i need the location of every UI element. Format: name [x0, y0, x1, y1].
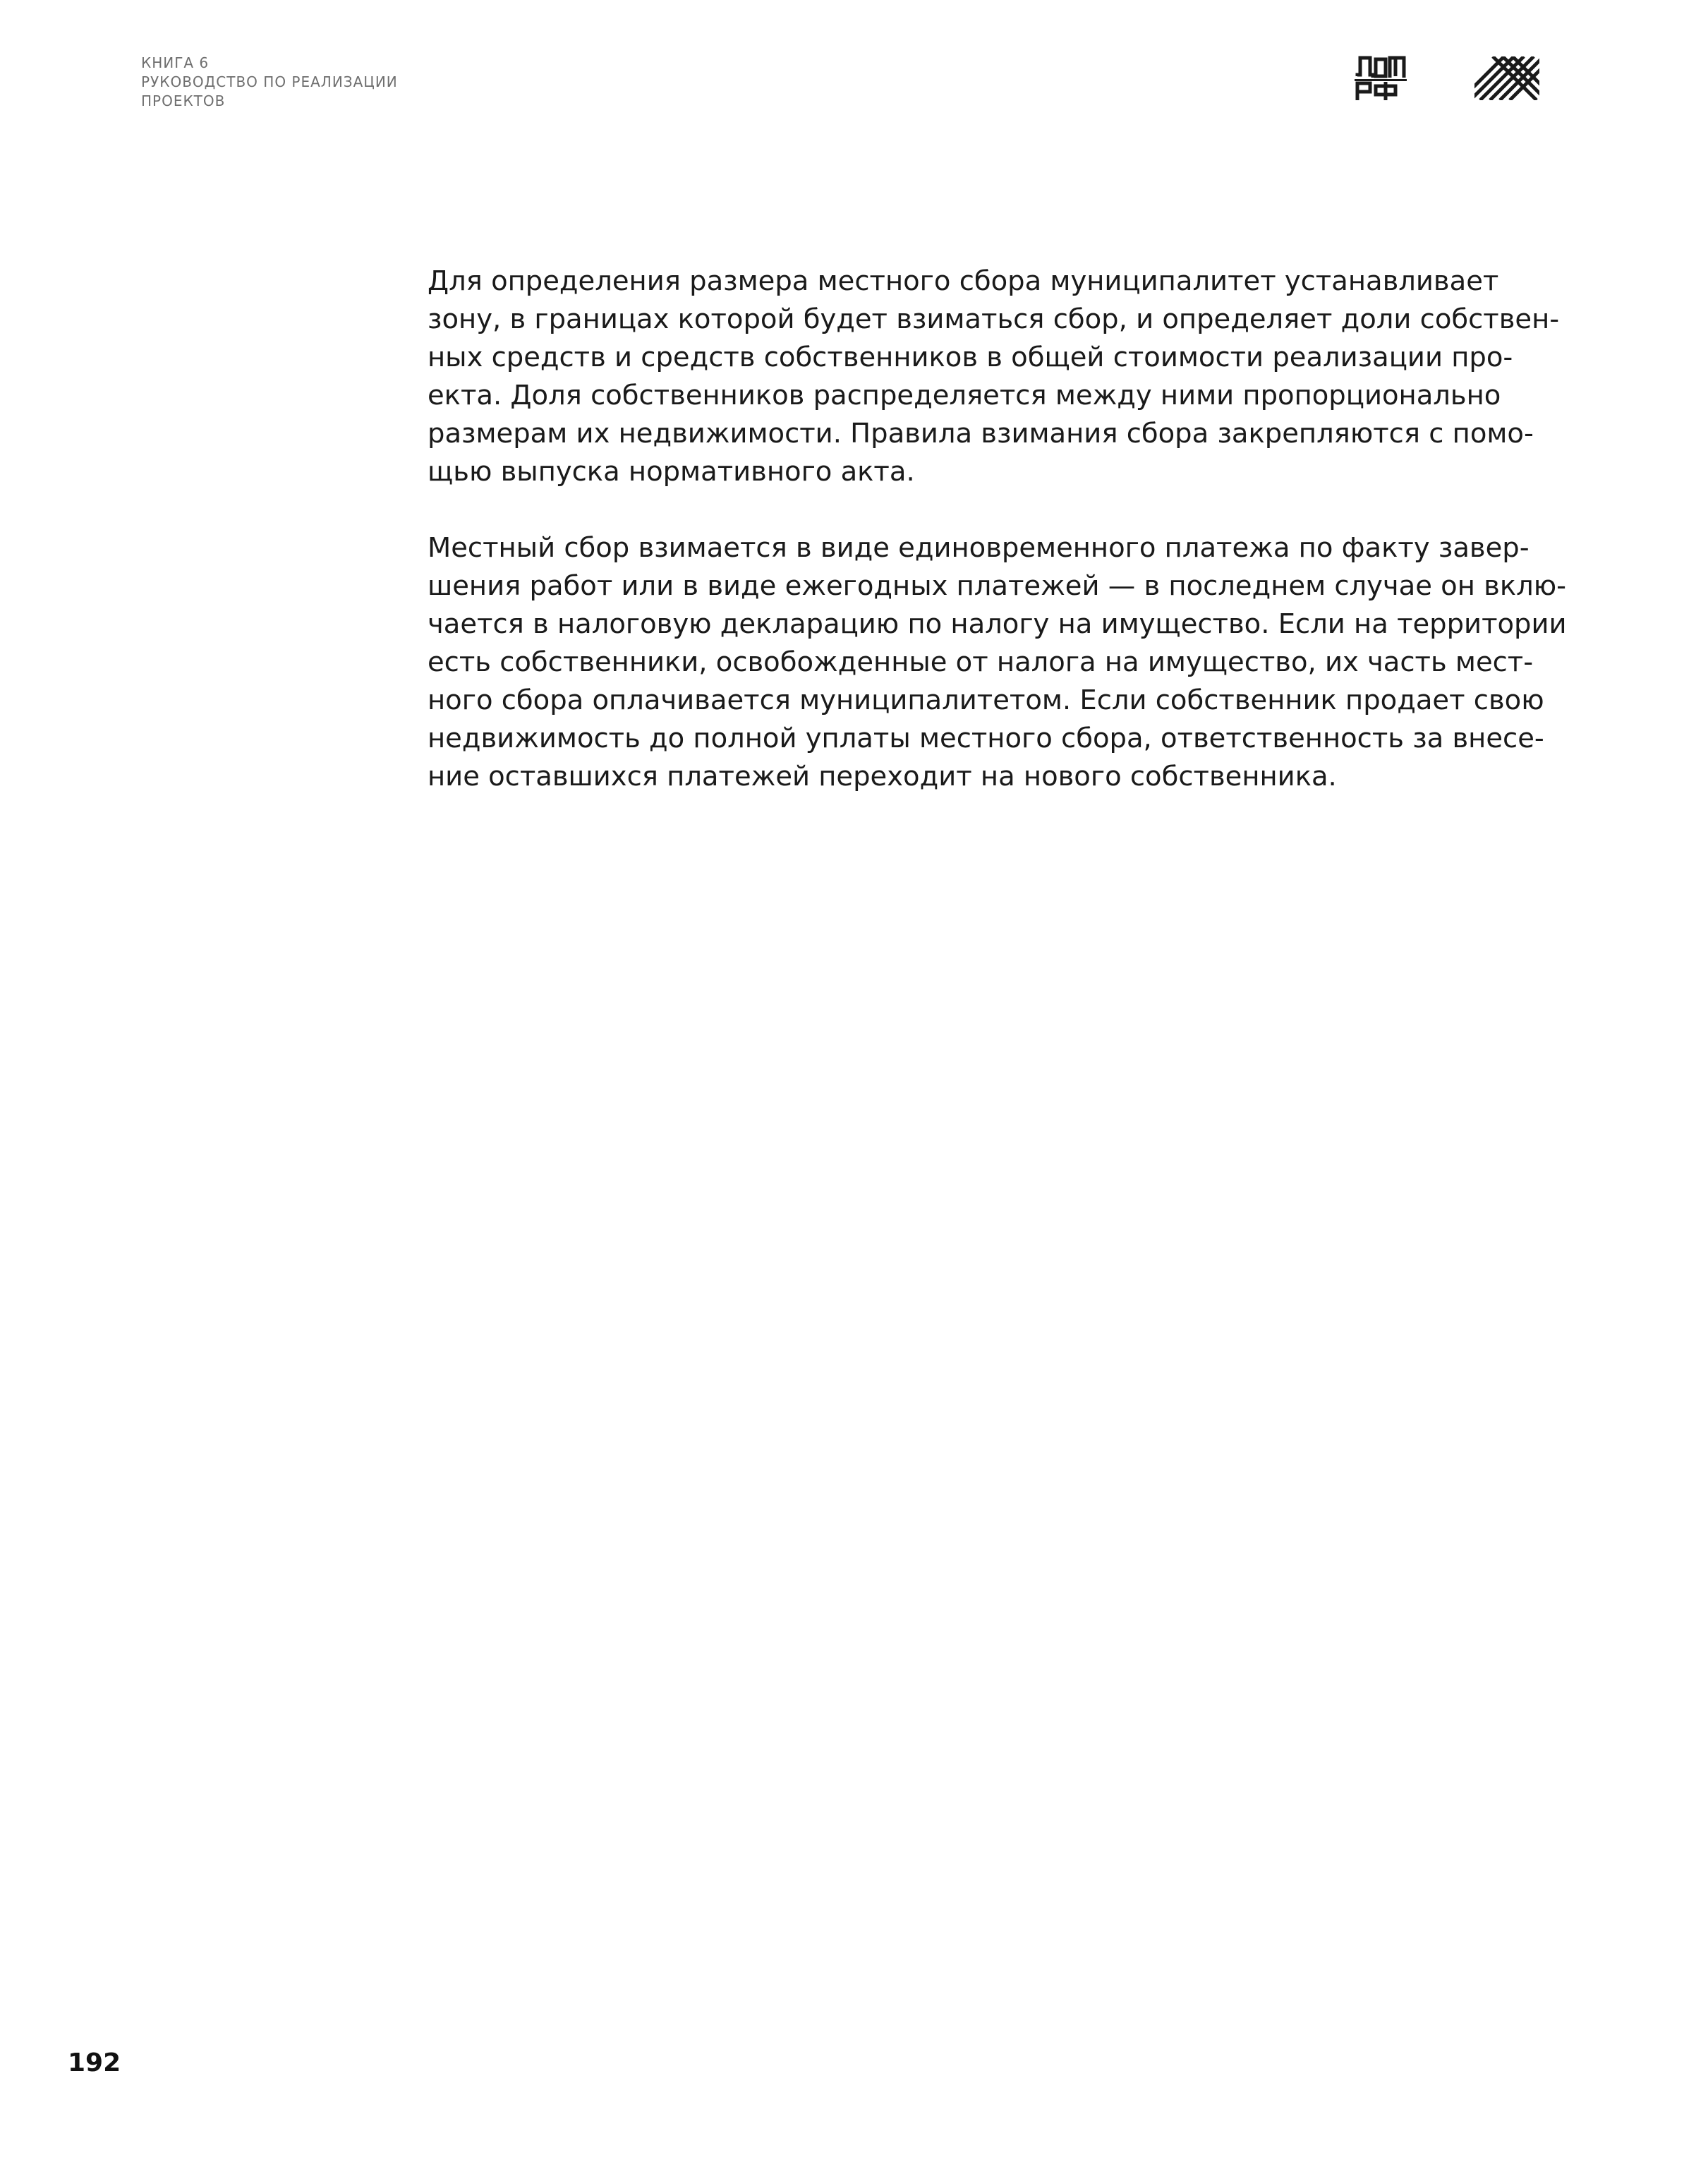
text-line: Местный сбор взимается в виде единовременного платежа по факту завер-: [428, 532, 1530, 564]
dom-rf-logo-icon: [1355, 55, 1408, 102]
text-line: недвижимость до полной уплаты местного сбора, ответственность за внесе-: [428, 723, 1544, 754]
text-line: размерам их недвижимости. Правила взимания сбора закрепляются с помо-: [428, 418, 1534, 449]
header-line: ПРОЕКТОВ: [141, 92, 226, 109]
text-line: ного сбора оплачивается муниципалитетом. Если собственник продает свою: [428, 684, 1544, 716]
header-line: РУКОВОДСТВО ПО РЕАЛИЗАЦИИ: [141, 73, 398, 90]
header-line: КНИГА 6: [141, 54, 210, 71]
text-line: ние оставшихся платежей переходит на нового собственника.: [428, 761, 1337, 792]
main-text-block: [428, 262, 1585, 834]
text-line: Для определения размера местного сбора муниципалитет устанавливает: [428, 265, 1499, 297]
paragraph: [428, 529, 1585, 796]
paragraph: [428, 262, 1585, 491]
running-header: [141, 54, 398, 111]
text-line: зону, в границах которой будет взиматься сбор, и определяет доли собствен-: [428, 303, 1560, 335]
text-line: чается в налоговую декларацию по налогу на имущество. Если на территории: [428, 608, 1567, 640]
page-number: 192: [68, 2048, 121, 2077]
text-line: щью выпуска нормативного акта.: [428, 456, 915, 488]
text-line: шения работ или в виде ежегодных платежей — в последнем случае он вклю-: [428, 570, 1566, 602]
text-line: есть собственники, освобожденные от налога на имущество, их часть мест-: [428, 646, 1534, 678]
text-line: екта. Доля собственников распределяется между ними пропорционально: [428, 380, 1501, 411]
text-line: ных средств и средств собственников в общей стоимости реализации про-: [428, 342, 1513, 373]
diagonal-pattern-logo-icon: [1474, 56, 1539, 100]
